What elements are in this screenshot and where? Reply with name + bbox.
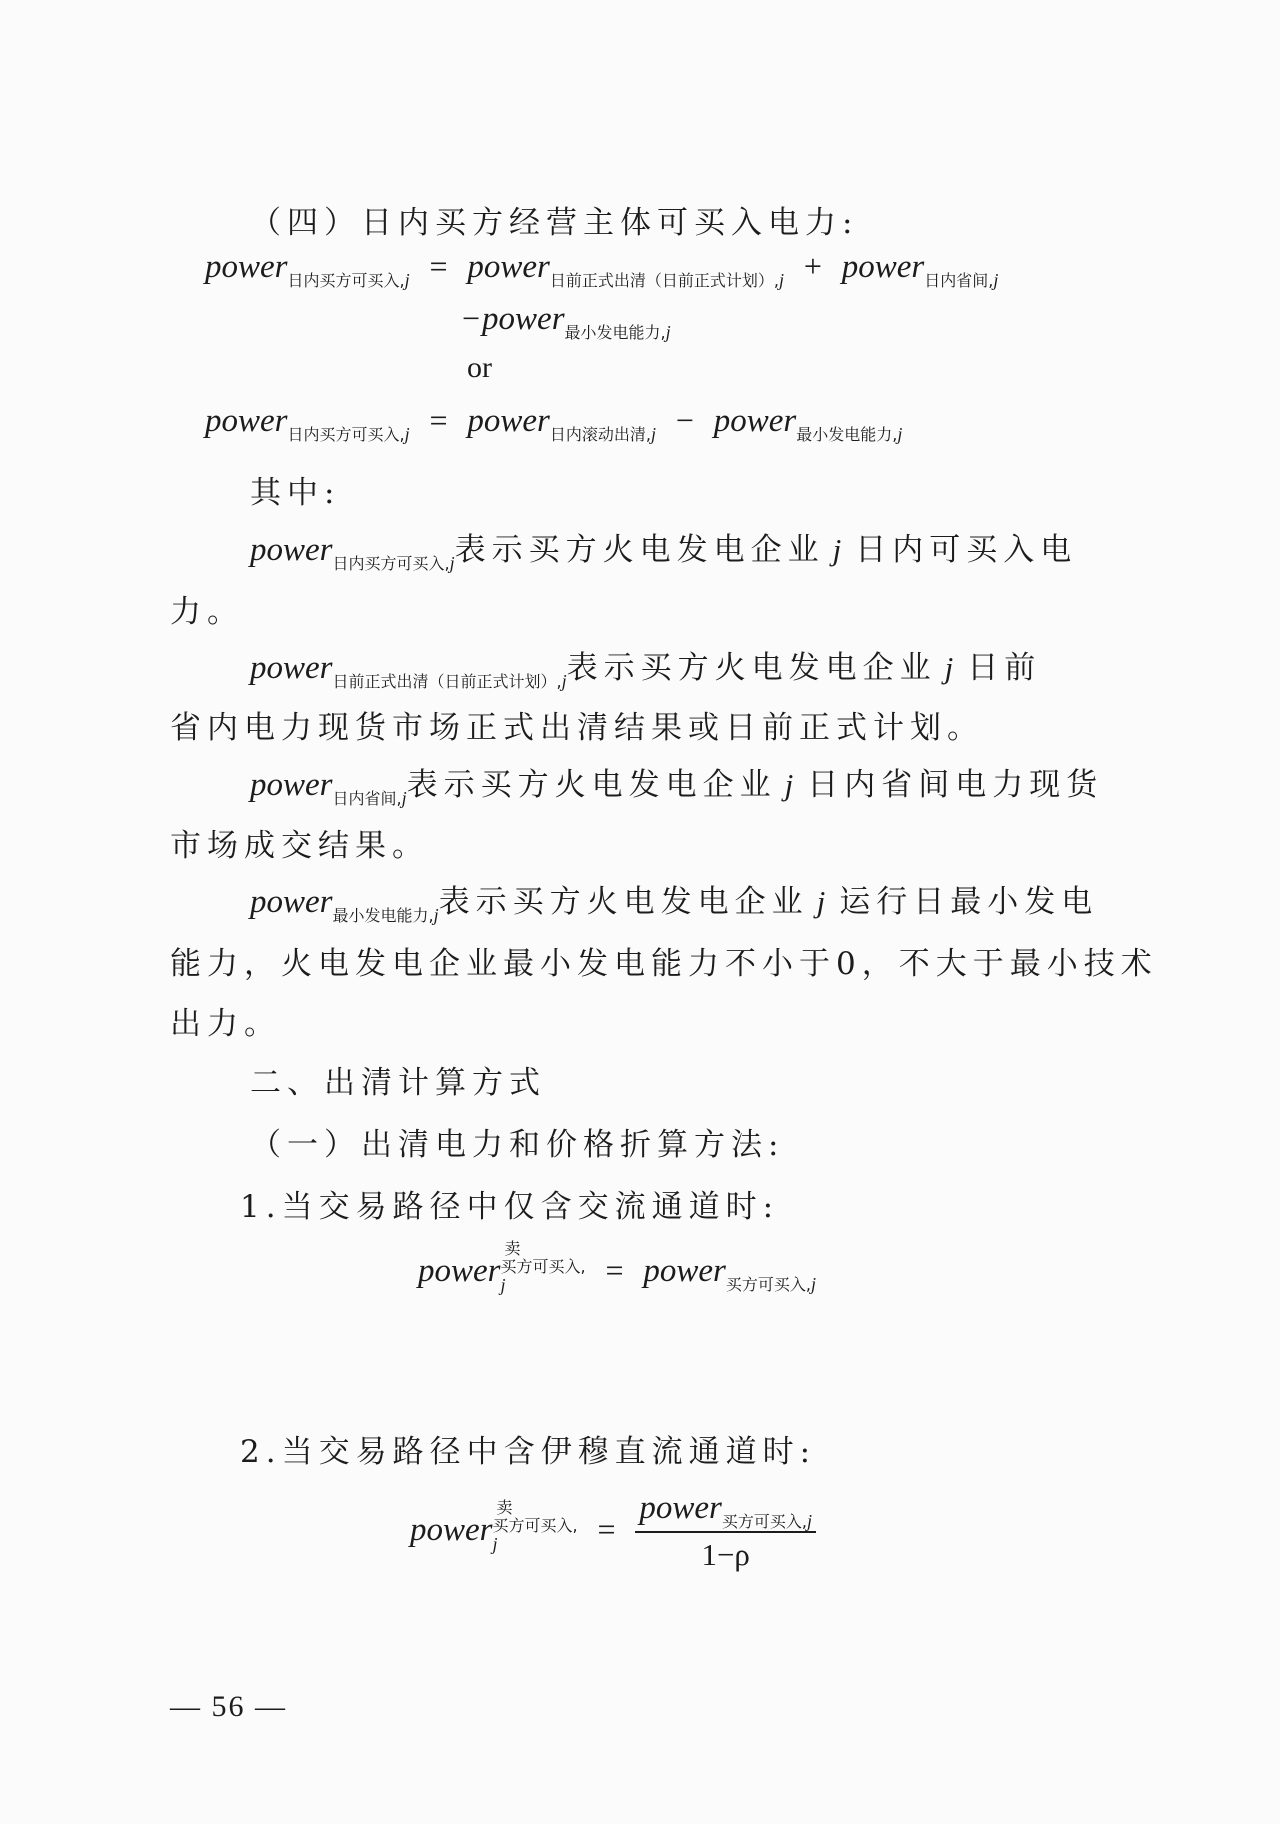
definition-1: power$_{日内买方可买入,j}$表示买方火电发电企业 j 日内可买入电: [250, 532, 1078, 573]
symbol-power: power: [467, 249, 550, 285]
definition-4-cont-1: 能力，火电发电企业最小发电能力不小于0，不大于最小技术: [170, 946, 1158, 982]
definition-4: power$_{最小发电能力,j}$表示买方火电发电企业 j 运行日最小发电: [250, 884, 1099, 925]
formula-4: power 卖 买方可买入, j = $\frac{power_{买方可买入,j}}{1-\rho}$: [410, 1490, 816, 1573]
formula-1-line-1: power$_{日内买方可买入,j}$ = power$_{日前正式出清(日前正式计划),j}$ + power$_{日内省间,j}$: [205, 248, 999, 290]
equals-sign: =: [429, 248, 448, 284]
definition-4-cont-2: 出力。: [170, 1006, 281, 1042]
subsection-heading-1: （一）出清电力和价格折算方法:: [250, 1127, 785, 1163]
definition-2-cont: 省内电力现货市场正式出清结果或日前正式计划。: [170, 710, 984, 746]
symbol-power: power: [205, 249, 288, 285]
item-1: 1.当交易路径中仅含交流通道时:: [240, 1189, 780, 1225]
formula-3: power 卖 买方可买入, j = power$_{买方可买入,j}$: [418, 1239, 816, 1295]
definition-2: power$_{日前正式出清(日前正式计划),j}$表示买方火电发电企业 j 日前: [250, 650, 1042, 691]
formula-1-line-2: −power$_{最小发电能力,j}$: [462, 300, 671, 342]
definition-3: power$_{日内省间,j}$表示买方火电发电企业 j 日内省间电力现货: [250, 767, 1104, 808]
heading-four: （四）日内买方经营主体可买入电力:: [250, 205, 859, 241]
plus-sign: +: [803, 248, 822, 284]
label-qizhong: 其中:: [250, 475, 341, 511]
definition-1-cont: 力。: [170, 594, 244, 630]
item-2: 2.当交易路径中含伊穆直流通道时:: [240, 1434, 817, 1470]
fraction: $\frac{power_{买方可买入,j}}{1-\rho}$: [635, 1490, 816, 1573]
page-number: — 56 —: [170, 1690, 287, 1723]
symbol-power: power: [482, 301, 565, 337]
formula-2: power$_{日内买方可买入,j}$ = power$_{日内滚动出清,j}$ − power$_{最小发电能力,j}$: [205, 402, 903, 444]
symbol-power: power: [841, 249, 925, 285]
formula-or: or: [467, 351, 492, 384]
definition-3-cont: 市场成交结果。: [170, 828, 429, 864]
section-heading-2: 二、出清计算方式: [250, 1065, 546, 1101]
minus-sign: −: [462, 300, 481, 336]
